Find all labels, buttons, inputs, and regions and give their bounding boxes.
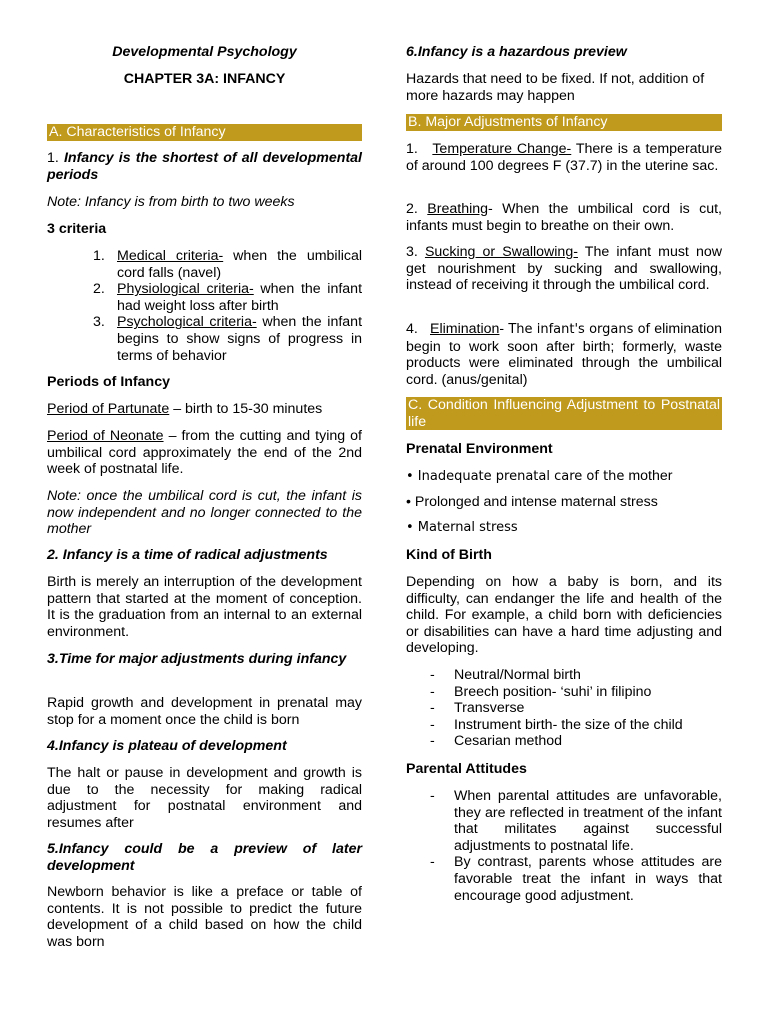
list-item: - Neutral/Normal birth <box>430 667 581 683</box>
course-title: Developmental Psychology <box>112 44 297 60</box>
bullet-inadequate-care: • Inadequate prenatal care of the mother <box>406 468 673 484</box>
prenatal-heading: Prenatal Environment <box>406 441 553 457</box>
criteria-item: 2. Physiological criteria- when the infant had weight loss after birth <box>93 281 363 314</box>
attitudes-heading: Parental Attitudes <box>406 761 527 777</box>
section-a-header: A. Characteristics of Infancy <box>47 124 362 141</box>
birth-paragraph: Depending on how a baby is born, and its difficulty, can endanger the life and health of the child. For example, a child born with deficiencies or disabilities can have a hard time adjusting and developing. <box>406 574 722 657</box>
period-neonate: Period of Neonate – from the cutting and tying of umbilical cord approximately the end of the 2nd week of postnatal life. <box>47 428 362 478</box>
heading-3: 3.Time for major adjustments during infancy <box>47 651 347 667</box>
paragraph-3: Rapid growth and development in prenatal may stop for a moment once the child is born <box>47 695 362 728</box>
item-1-text: Infancy is the shortest of all developmental periods <box>47 150 362 183</box>
item-1-heading <box>47 150 362 183</box>
note-1: Note: Infancy is from birth to two weeks <box>47 194 295 210</box>
adjustment-2: 2. Breathing- When the umbilical cord is cut, infants must begin to breathe on their own. <box>406 201 722 234</box>
list-item: - Cesarian method <box>430 733 563 750</box>
heading-2: 2. Infancy is a time of radical adjustments <box>47 547 328 563</box>
birth-types-list <box>430 667 722 750</box>
list-item: - When parental attitudes are unfavorable, they are reflected in treatment of the infant that militates against successful adjustments to postnatal life. <box>430 788 722 854</box>
bullet-maternal-stress: • Maternal stress <box>406 520 518 535</box>
adjustment-3: 3. Sucking or Swallowing- The infant must now get nourishment by sucking and swallowing, instead of receiving it through the umbilical cord. <box>406 244 722 294</box>
period-partunate: Period of Partunate – birth to 15-30 minutes <box>47 401 323 417</box>
section-c-header: C. Condition Influencing Adjustment to Postnatal life <box>408 397 720 430</box>
heading-6: 6.Infancy is a hazardous preview <box>406 44 627 60</box>
chapter-title: CHAPTER 3A: INFANCY <box>123 71 286 87</box>
bullet-prolonged-stress: • Prolonged and intense maternal stress <box>406 494 658 510</box>
adjustment-4: 4. Elimination- The infant's organs of elimination begin to work soon after birth; formerly, waste products were eliminated through the umbilical cord. (anus/genital) <box>406 321 723 388</box>
list-item: - Transverse <box>430 700 525 717</box>
list-item: - Instrument birth- the size of the child <box>430 716 683 733</box>
birth-heading: Kind of Birth <box>406 547 492 563</box>
attitudes-list <box>430 788 722 904</box>
item-1-number: 1. <box>47 150 59 166</box>
criteria-item: 1. Medical criteria- when the umbilical cord falls (navel) <box>93 248 363 281</box>
adjustment-1: 1. Temperature Change- There is a temperature of around 100 degrees F (37.7) in the uterine sac. <box>406 141 723 174</box>
note-2: Note: once the umbilical cord is cut, the infant is now independent and no longer connected to the mother <box>47 488 362 538</box>
paragraph-5: Newborn behavior is like a preface or table of contents. It is not possible to predict the future development of a child based on how the child was born <box>47 884 362 950</box>
periods-heading: Periods of Infancy <box>47 374 170 390</box>
paragraph-4: The halt or pause in development and growth is due to the necessity for making radical adjustment for postnatal environment and resumes after <box>47 765 362 831</box>
paragraph-6: Hazards that need to be fixed. If not, addition of more hazards may happen <box>406 71 705 104</box>
criteria-list <box>93 248 363 364</box>
criteria-item: 3. Psychological criteria- when the infant begins to show signs of progress in terms of behavior <box>93 314 363 364</box>
list-item: - By contrast, parents whose attitudes are favorable treat the infant in ways that encourage good adjustment. <box>430 854 722 904</box>
criteria-heading: 3 criteria <box>47 221 107 237</box>
heading-4: 4.Infancy is plateau of development <box>47 738 287 754</box>
heading-5: 5.Infancy could be a preview of later development <box>47 841 362 874</box>
section-b-header: B. Major Adjustments of Infancy <box>406 114 722 131</box>
list-item: - Breech position- ‘suhi’ in filipino <box>430 683 652 700</box>
paragraph-2: Birth is merely an interruption of the development pattern that started at the moment of conception. It is the graduation from an internal to an external environment. <box>47 574 362 640</box>
